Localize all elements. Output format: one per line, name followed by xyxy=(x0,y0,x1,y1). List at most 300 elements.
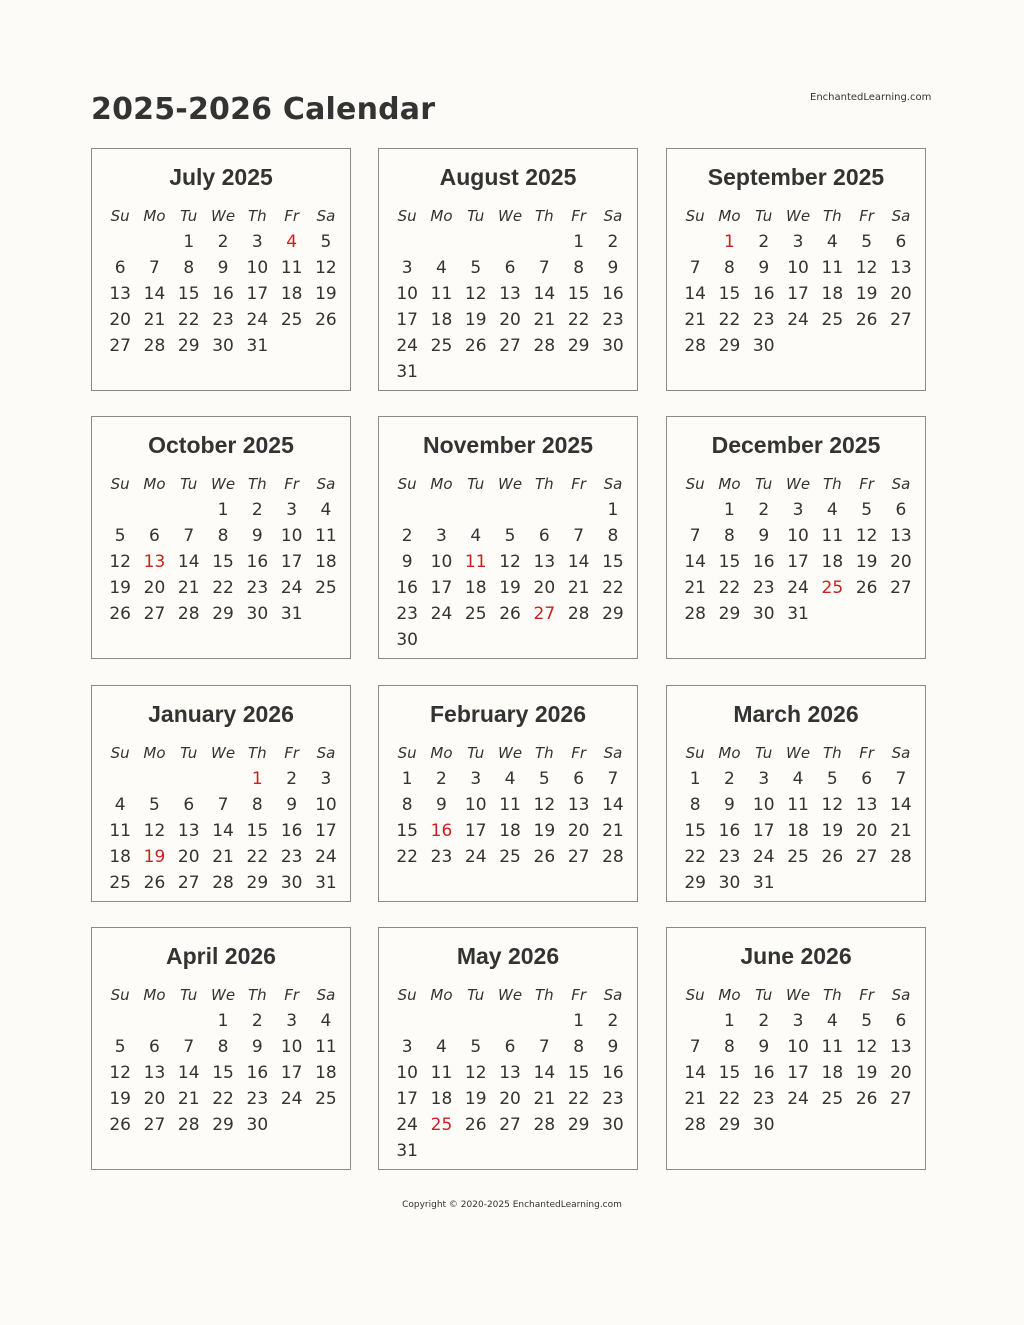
day-cell: 20 xyxy=(890,552,912,572)
day-cell: 25 xyxy=(499,847,521,867)
empty-cell xyxy=(390,497,424,523)
day-cell: 14 xyxy=(890,795,912,815)
day-cell: 6 xyxy=(183,795,195,815)
day-cell: 7 xyxy=(538,1037,550,1057)
day-cell: 4 xyxy=(436,1037,447,1057)
day-cell: 30 xyxy=(752,604,775,624)
day-cell: 1 xyxy=(217,1011,229,1031)
day-cell: 16 xyxy=(752,1063,775,1083)
weekday-label: We xyxy=(498,986,523,1004)
day-cell: 28 xyxy=(177,1115,200,1135)
day-cell: 3 xyxy=(758,769,770,789)
day-cell: 28 xyxy=(567,604,590,624)
day-cell: 23 xyxy=(430,847,453,867)
day-cell: 24 xyxy=(787,578,809,598)
day-cell: 20 xyxy=(533,578,556,598)
day-cell: 16 xyxy=(602,284,624,304)
day-cell: 28 xyxy=(143,336,166,356)
day-cell: 24 xyxy=(246,310,269,330)
empty-cell xyxy=(137,229,171,255)
day-cell: 1 xyxy=(401,769,413,789)
day-cell: 25 xyxy=(315,578,337,598)
day-cell: 11 xyxy=(109,821,131,841)
day-cell: 15 xyxy=(212,552,234,572)
month-box xyxy=(378,416,638,659)
weekday-label: Mo xyxy=(430,207,453,225)
weekday-label: Fr xyxy=(859,744,875,762)
empty-cell xyxy=(424,229,458,255)
day-cell: 3 xyxy=(401,258,413,278)
day-cell: 26 xyxy=(315,310,337,330)
day-cell: 11 xyxy=(430,1063,453,1083)
day-cell: 27 xyxy=(567,847,590,867)
weekday-label: We xyxy=(786,207,811,225)
day-cell: 26 xyxy=(109,1115,131,1135)
weekday-label: Mo xyxy=(718,475,741,493)
weekday-label: We xyxy=(211,986,236,1004)
day-cell: 16 xyxy=(396,578,418,598)
day-cell: 11 xyxy=(464,552,487,572)
day-cell: 20 xyxy=(567,821,590,841)
month-box xyxy=(378,927,638,1170)
day-cell: 24 xyxy=(280,1089,303,1109)
day-cell: 29 xyxy=(567,1115,590,1135)
day-cell: 9 xyxy=(607,1037,619,1057)
month-title: June 2026 xyxy=(740,943,852,969)
day-cell: 4 xyxy=(504,769,516,789)
day-cell: 8 xyxy=(724,526,735,546)
weekday-label: Su xyxy=(685,475,705,493)
day-cell: 9 xyxy=(758,258,770,278)
empty-cell xyxy=(206,766,240,792)
day-cell: 12 xyxy=(464,1063,487,1083)
day-cell: 31 xyxy=(315,873,337,893)
day-cell: 13 xyxy=(143,1063,166,1083)
day-cell: 7 xyxy=(895,769,907,789)
month-title: November 2025 xyxy=(422,432,594,458)
day-cell: 12 xyxy=(499,552,521,572)
day-cell: 2 xyxy=(724,769,735,789)
weekday-label: Su xyxy=(397,207,417,225)
day-cell: 4 xyxy=(826,232,838,252)
day-cell: 25 xyxy=(430,1115,453,1135)
empty-cell xyxy=(172,1008,206,1034)
day-cell: 17 xyxy=(280,1063,303,1083)
weekday-label: We xyxy=(211,744,236,762)
empty-cell xyxy=(527,497,561,523)
weekday-label: Fr xyxy=(571,475,587,493)
day-cell: 8 xyxy=(183,258,195,278)
day-cell: 10 xyxy=(396,284,418,304)
day-cell: 24 xyxy=(315,847,337,867)
day-cell: 6 xyxy=(895,232,907,252)
day-cell: 12 xyxy=(855,258,878,278)
day-cell: 27 xyxy=(143,604,166,624)
day-cell: 5 xyxy=(470,258,482,278)
day-cell: 17 xyxy=(787,552,809,572)
day-cell: 30 xyxy=(718,873,741,893)
day-cell: 21 xyxy=(212,847,234,867)
weekday-label: Fr xyxy=(571,207,587,225)
day-cell: 19 xyxy=(315,284,337,304)
day-cell: 13 xyxy=(567,795,590,815)
day-cell: 25 xyxy=(430,336,453,356)
day-cell: 11 xyxy=(787,795,809,815)
weekday-label: Th xyxy=(535,744,554,762)
day-cell: 20 xyxy=(890,284,912,304)
day-cell: 14 xyxy=(567,552,590,572)
day-cell: 4 xyxy=(792,769,804,789)
day-cell: 5 xyxy=(114,526,126,546)
day-cell: 2 xyxy=(251,1011,263,1031)
day-cell: 10 xyxy=(752,795,775,815)
weekday-label: Tu xyxy=(180,207,198,225)
day-cell: 1 xyxy=(689,769,701,789)
day-cell: 16 xyxy=(752,284,775,304)
month-box xyxy=(378,685,638,902)
month-box xyxy=(91,416,351,659)
day-cell: 17 xyxy=(280,552,303,572)
empty-cell xyxy=(424,497,458,523)
day-cell: 3 xyxy=(401,1037,413,1057)
day-cell: 26 xyxy=(143,873,166,893)
day-cell: 10 xyxy=(430,552,453,572)
weekday-label: Mo xyxy=(143,744,166,762)
day-cell: 20 xyxy=(499,310,521,330)
weekday-label: Sa xyxy=(316,207,336,225)
day-cell: 22 xyxy=(567,310,590,330)
day-cell: 7 xyxy=(607,769,619,789)
day-cell: 1 xyxy=(573,232,585,252)
day-cell: 22 xyxy=(212,578,234,598)
weekday-label: Tu xyxy=(180,475,198,493)
day-cell: 12 xyxy=(855,1037,878,1057)
day-cell: 24 xyxy=(430,604,453,624)
weekday-label: Sa xyxy=(603,986,623,1004)
day-cell: 27 xyxy=(109,336,131,356)
month-box xyxy=(378,148,638,391)
day-cell: 31 xyxy=(752,873,775,893)
day-cell: 23 xyxy=(602,310,624,330)
day-cell: 11 xyxy=(280,258,303,278)
day-cell: 13 xyxy=(499,1063,521,1083)
day-cell: 29 xyxy=(602,604,624,624)
day-cell: 19 xyxy=(464,1089,487,1109)
empty-cell xyxy=(103,229,137,255)
weekday-label: Tu xyxy=(180,744,198,762)
day-cell: 18 xyxy=(787,821,809,841)
day-cell: 4 xyxy=(470,526,482,546)
day-cell: 6 xyxy=(573,769,585,789)
day-cell: 1 xyxy=(724,500,735,520)
day-cell: 7 xyxy=(689,526,701,546)
month-box xyxy=(666,416,926,659)
day-cell: 12 xyxy=(109,1063,131,1083)
day-cell: 15 xyxy=(567,284,590,304)
day-cell: 21 xyxy=(684,1089,706,1109)
day-cell: 17 xyxy=(787,1063,809,1083)
day-cell: 21 xyxy=(890,821,912,841)
day-cell: 20 xyxy=(177,847,200,867)
day-cell: 15 xyxy=(246,821,269,841)
day-cell: 31 xyxy=(787,604,809,624)
day-cell: 30 xyxy=(212,336,234,356)
weekday-label: We xyxy=(211,475,236,493)
month-box xyxy=(91,685,351,902)
day-cell: 21 xyxy=(177,1089,200,1109)
day-cell: 18 xyxy=(109,847,131,867)
weekday-label: Fr xyxy=(571,744,587,762)
day-cell: 23 xyxy=(280,847,303,867)
day-cell: 18 xyxy=(464,578,487,598)
day-cell: 5 xyxy=(826,769,838,789)
day-cell: 26 xyxy=(855,1089,878,1109)
day-cell: 16 xyxy=(718,821,741,841)
empty-cell xyxy=(137,1008,171,1034)
day-cell: 21 xyxy=(177,578,200,598)
day-cell: 29 xyxy=(177,336,200,356)
day-cell: 14 xyxy=(212,821,234,841)
copyright-text: Copyright © 2020-2025 EnchantedLearning.com xyxy=(402,1200,622,1210)
day-cell: 16 xyxy=(280,821,303,841)
weekday-label: Sa xyxy=(316,986,336,1004)
day-cell: 7 xyxy=(149,258,160,278)
day-cell: 7 xyxy=(183,526,195,546)
weekday-label: Mo xyxy=(718,986,741,1004)
day-cell: 16 xyxy=(752,552,775,572)
day-cell: 28 xyxy=(890,847,912,867)
day-cell: 6 xyxy=(114,258,126,278)
day-cell: 11 xyxy=(430,284,453,304)
day-cell: 22 xyxy=(567,1089,590,1109)
day-cell: 23 xyxy=(246,1089,269,1109)
day-cell: 10 xyxy=(787,526,809,546)
day-cell: 19 xyxy=(855,1063,878,1083)
weekday-label: We xyxy=(786,744,811,762)
day-cell: 1 xyxy=(607,500,619,520)
day-cell: 3 xyxy=(792,1011,804,1031)
day-cell: 11 xyxy=(821,526,844,546)
day-cell: 17 xyxy=(787,284,809,304)
empty-cell xyxy=(678,1008,712,1034)
day-cell: 27 xyxy=(890,1089,912,1109)
month-box xyxy=(666,685,926,902)
day-cell: 18 xyxy=(315,552,337,572)
day-cell: 19 xyxy=(499,578,521,598)
day-cell: 7 xyxy=(689,1037,701,1057)
day-cell: 1 xyxy=(217,500,229,520)
weekday-label: Fr xyxy=(284,475,300,493)
day-cell: 30 xyxy=(246,604,269,624)
day-cell: 14 xyxy=(533,284,556,304)
day-cell: 11 xyxy=(499,795,521,815)
day-cell: 12 xyxy=(464,284,487,304)
weekday-label: Th xyxy=(535,475,554,493)
day-cell: 5 xyxy=(861,232,873,252)
weekday-label: Sa xyxy=(603,207,623,225)
day-cell: 4 xyxy=(826,1011,838,1031)
weekday-label: Tu xyxy=(467,744,485,762)
day-cell: 27 xyxy=(499,1115,521,1135)
day-cell: 14 xyxy=(684,552,706,572)
weekday-label: Th xyxy=(248,207,267,225)
day-cell: 11 xyxy=(821,1037,844,1057)
day-cell: 13 xyxy=(109,284,131,304)
day-cell: 16 xyxy=(246,552,269,572)
weekday-label: Th xyxy=(248,475,267,493)
day-cell: 15 xyxy=(718,284,741,304)
day-cell: 30 xyxy=(246,1115,269,1135)
day-cell: 8 xyxy=(251,795,263,815)
empty-cell xyxy=(493,497,527,523)
day-cell: 26 xyxy=(821,847,844,867)
day-cell: 30 xyxy=(280,873,303,893)
weekday-label: Tu xyxy=(755,475,773,493)
day-cell: 9 xyxy=(724,795,735,815)
day-cell: 18 xyxy=(315,1063,337,1083)
day-cell: 18 xyxy=(499,821,521,841)
weekday-label: Tu xyxy=(755,744,773,762)
day-cell: 7 xyxy=(573,526,585,546)
day-cell: 1 xyxy=(251,769,263,789)
day-cell: 9 xyxy=(401,552,413,572)
day-cell: 15 xyxy=(718,552,741,572)
weekday-label: Su xyxy=(110,475,130,493)
day-cell: 20 xyxy=(109,310,131,330)
day-cell: 14 xyxy=(602,795,624,815)
weekday-label: Tu xyxy=(755,986,773,1004)
weekday-label: Sa xyxy=(891,986,911,1004)
day-cell: 30 xyxy=(752,1115,775,1135)
day-cell: 5 xyxy=(114,1037,126,1057)
weekday-label: Th xyxy=(823,475,842,493)
day-cell: 6 xyxy=(538,526,550,546)
month-title: September 2025 xyxy=(707,164,885,190)
weekday-label: Su xyxy=(110,207,130,225)
month-title: December 2025 xyxy=(711,432,881,458)
weekday-label: Tu xyxy=(467,986,485,1004)
day-cell: 25 xyxy=(464,604,487,624)
weekday-label: Su xyxy=(397,744,417,762)
empty-cell xyxy=(103,766,137,792)
day-cell: 9 xyxy=(436,795,447,815)
month-title: May 2026 xyxy=(456,943,560,969)
day-cell: 1 xyxy=(724,232,735,252)
weekday-label: Mo xyxy=(430,744,453,762)
weekday-label: Mo xyxy=(430,475,453,493)
day-cell: 6 xyxy=(504,258,516,278)
month-grid xyxy=(103,203,343,359)
day-cell: 17 xyxy=(464,821,487,841)
day-cell: 25 xyxy=(821,310,844,330)
weekday-label: Tu xyxy=(467,475,485,493)
weekday-label: Tu xyxy=(755,207,773,225)
day-cell: 10 xyxy=(280,1037,303,1057)
empty-cell xyxy=(424,1008,458,1034)
day-cell: 16 xyxy=(246,1063,269,1083)
day-cell: 24 xyxy=(787,1089,809,1109)
day-cell: 29 xyxy=(212,604,234,624)
day-cell: 8 xyxy=(689,795,701,815)
day-cell: 29 xyxy=(718,336,741,356)
day-cell: 17 xyxy=(246,284,269,304)
day-cell: 12 xyxy=(533,795,556,815)
month-box xyxy=(91,148,351,391)
month-grid xyxy=(678,740,918,896)
month-title: April 2026 xyxy=(166,943,276,969)
site-link[interactable]: EnchantedLearning.com xyxy=(810,92,932,103)
day-cell: 3 xyxy=(792,232,804,252)
day-cell: 12 xyxy=(315,258,337,278)
empty-cell xyxy=(493,1008,527,1034)
day-cell: 9 xyxy=(758,526,770,546)
weekday-label: Th xyxy=(535,207,554,225)
day-cell: 12 xyxy=(821,795,844,815)
month-grid xyxy=(103,982,343,1138)
day-cell: 20 xyxy=(890,1063,912,1083)
weekday-label: Th xyxy=(248,744,267,762)
day-cell: 5 xyxy=(504,526,516,546)
weekday-label: We xyxy=(211,207,236,225)
day-cell: 10 xyxy=(787,1037,809,1057)
weekday-label: Fr xyxy=(571,986,587,1004)
weekday-label: Fr xyxy=(284,986,300,1004)
month-title: July 2025 xyxy=(169,164,273,190)
day-cell: 4 xyxy=(320,500,332,520)
day-cell: 11 xyxy=(315,526,337,546)
weekday-label: Th xyxy=(535,986,554,1004)
month-grid xyxy=(390,982,630,1164)
day-cell: 2 xyxy=(758,500,770,520)
day-cell: 19 xyxy=(143,847,166,867)
day-cell: 27 xyxy=(499,336,521,356)
day-cell: 30 xyxy=(602,336,624,356)
weekday-label: We xyxy=(498,207,523,225)
day-cell: 15 xyxy=(177,284,200,304)
day-cell: 8 xyxy=(607,526,619,546)
day-cell: 23 xyxy=(246,578,269,598)
day-cell: 27 xyxy=(890,310,912,330)
day-cell: 28 xyxy=(684,336,706,356)
month-grid xyxy=(390,471,630,653)
day-cell: 15 xyxy=(567,1063,590,1083)
empty-cell xyxy=(459,1008,493,1034)
day-cell: 10 xyxy=(280,526,303,546)
day-cell: 22 xyxy=(718,1089,741,1109)
day-cell: 17 xyxy=(430,578,453,598)
weekday-label: Fr xyxy=(284,207,300,225)
day-cell: 18 xyxy=(821,552,844,572)
day-cell: 16 xyxy=(212,284,234,304)
day-cell: 30 xyxy=(396,630,418,650)
day-cell: 10 xyxy=(315,795,337,815)
weekday-label: Mo xyxy=(143,475,166,493)
day-cell: 18 xyxy=(430,1089,453,1109)
day-cell: 26 xyxy=(464,1115,487,1135)
day-cell: 31 xyxy=(280,604,303,624)
day-cell: 21 xyxy=(684,310,706,330)
day-cell: 11 xyxy=(821,258,844,278)
day-cell: 17 xyxy=(396,310,418,330)
day-cell: 18 xyxy=(821,284,844,304)
weekday-label: Mo xyxy=(718,744,741,762)
day-cell: 9 xyxy=(758,1037,770,1057)
page-title: 2025-2026 Calendar xyxy=(91,92,436,127)
day-cell: 19 xyxy=(109,578,131,598)
weekday-label: Fr xyxy=(284,744,300,762)
empty-cell xyxy=(493,229,527,255)
weekday-label: Th xyxy=(823,744,842,762)
